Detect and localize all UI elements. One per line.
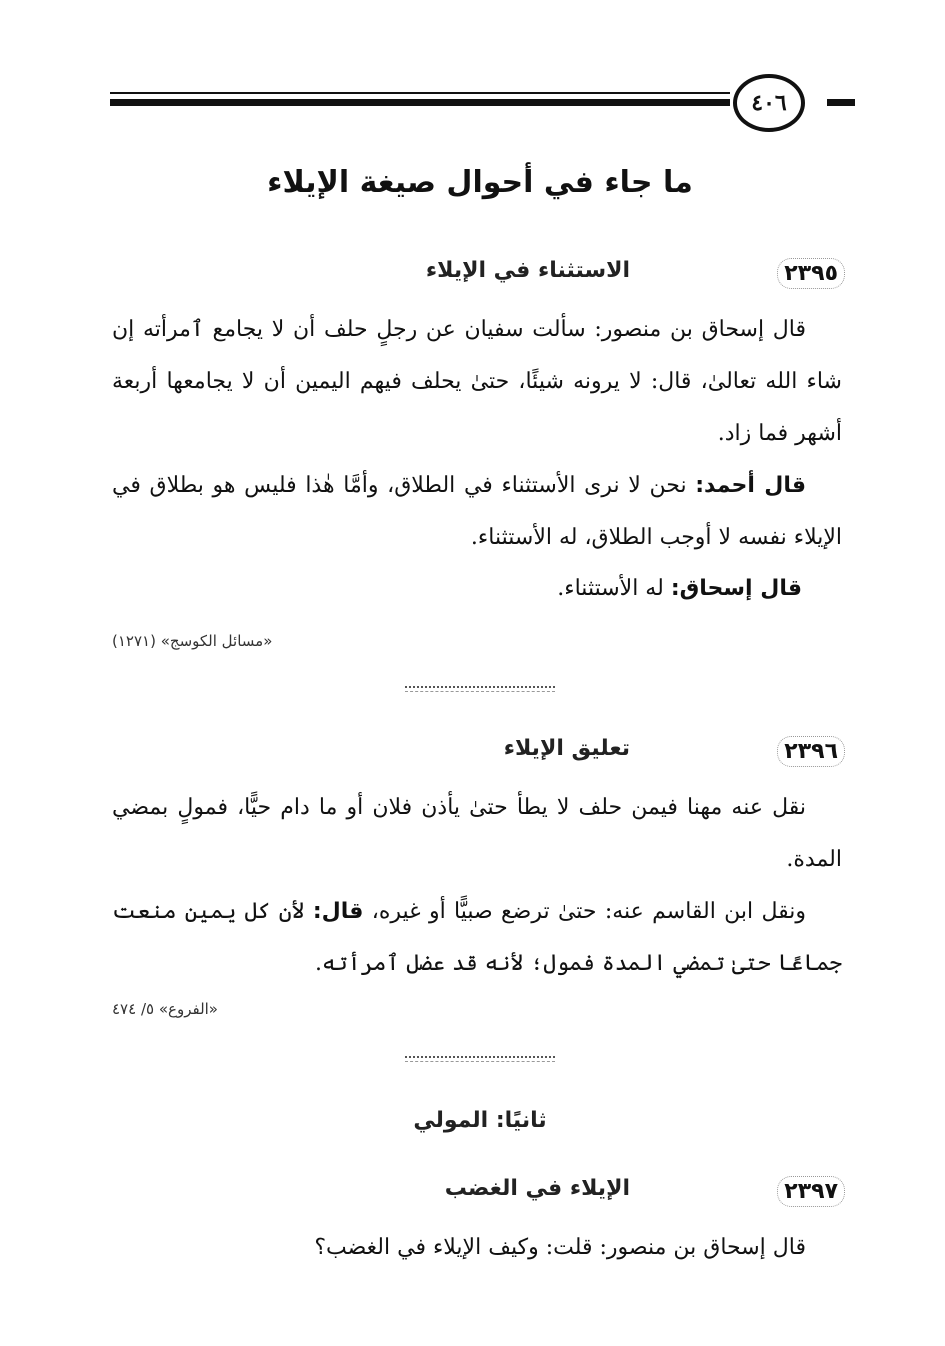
- section-title: تعليق الإيلاء: [503, 736, 630, 761]
- header-rule-thick: [110, 99, 730, 106]
- source-citation: «مسائل الكوسج» (١٢٧١): [112, 632, 273, 650]
- section-title: الإيلاء في الغضب: [444, 1176, 630, 1201]
- paragraph: [112, 886, 842, 990]
- header-rule-right: [827, 99, 855, 106]
- header-rule-thin: [110, 92, 730, 94]
- page-header: [95, 68, 855, 138]
- section-divider-ornament: [400, 1054, 560, 1064]
- section-number: ٢٣٩٧: [777, 1176, 845, 1207]
- section-heading-2396: [110, 736, 845, 776]
- paragraph-text: ونقل ابن القاسم عنه: حتىٰ ترضع صبيًّا أو غيره،: [363, 899, 806, 924]
- paragraph-text: نحن لا نرى الأستثناء في الطلاق، وأمَّا هٰذا فليس هو بطلاق في الإيلاء نفسه لا أوجب الطلاق، له الأستثناء.: [112, 473, 842, 550]
- section-divider-ornament: [400, 684, 560, 694]
- speaker-label: قال:: [312, 899, 364, 924]
- speaker-label: قال أحمد:: [695, 473, 806, 498]
- chapter-title: ما جاء في أحوال صيغة الإيلاء: [267, 165, 693, 200]
- section-number: ٢٣٩٥: [777, 258, 845, 289]
- paragraph: [112, 460, 842, 564]
- paragraph: [112, 563, 842, 615]
- paragraph: قال إسحاق بن منصور: قلت: وكيف الإيلاء في الغضب؟: [314, 1235, 806, 1260]
- source-citation: «الفروع» ٥/ ٤٧٤: [112, 1000, 218, 1018]
- speaker-label: قال إسحاق:: [670, 576, 802, 601]
- paragraph: قال إسحاق بن منصور: سألت سفيان عن رجلٍ حلف أن لا يجامع ٱمرأته إن شاء الله تعالىٰ، قال: لا يرونه شيئًا، حتىٰ يحلف فيهم اليمين أن لا يجامعها أربعة أشهر فما زاد.: [112, 317, 842, 446]
- page-number: ٤٠٦: [733, 74, 805, 132]
- part-subheading: ثانيًا: المولي: [413, 1108, 547, 1133]
- paragraph: نقل عنه مهنا فيمن حلف لا يطأ حتىٰ يأذن فلان أو ما دام حيًّا، فمولٍ بمضي المدة.: [112, 795, 842, 872]
- section-number: ٢٣٩٦: [777, 736, 845, 767]
- section-heading-2395: [110, 258, 845, 298]
- paragraph-text: لأن كل يمين منعت جماعًا حتىٰ تمضي المدة فمول؛ لأنه قد عضل ٱمرأته.: [112, 899, 842, 976]
- section-heading-2397: [110, 1176, 845, 1216]
- paragraph-text: له الأستثناء.: [557, 576, 671, 601]
- section-title: الاستثناء في الإيلاء: [425, 258, 630, 283]
